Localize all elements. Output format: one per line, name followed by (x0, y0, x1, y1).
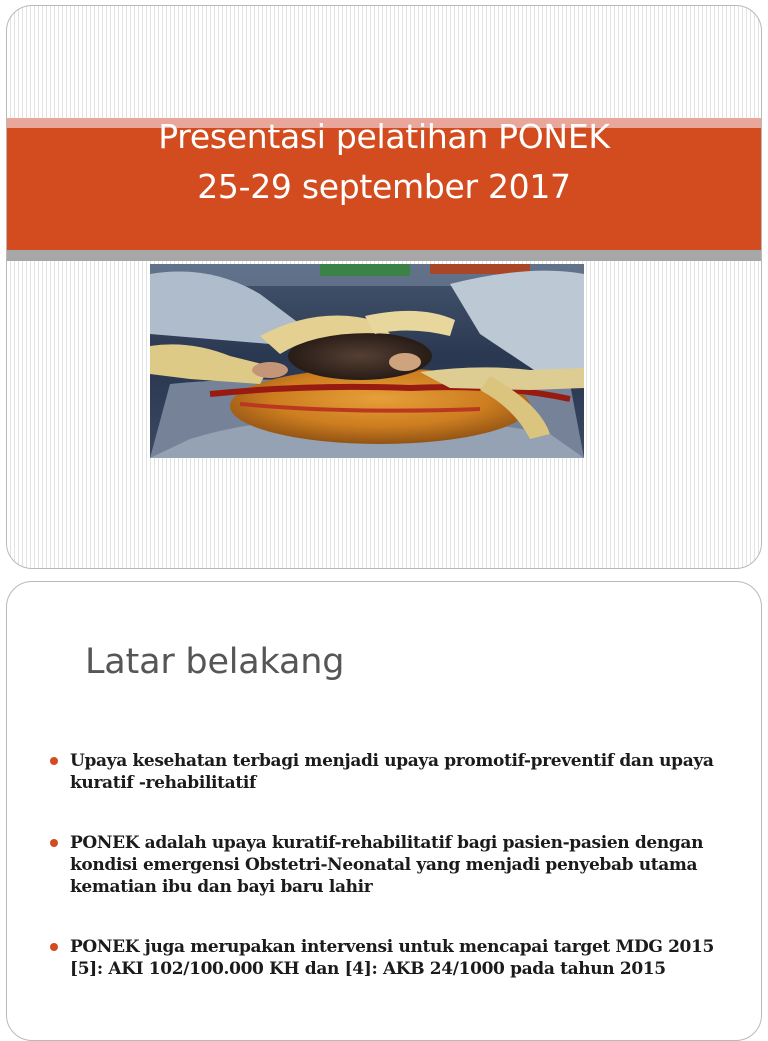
bullet-dot-icon (50, 943, 58, 951)
slide-title (7, 112, 761, 212)
title-band-bottom-strip (7, 250, 761, 261)
background-slide (6, 581, 762, 1041)
slide-heading: Latar belakang (85, 642, 345, 682)
bullet-dot-icon (50, 839, 58, 847)
bullet-item (50, 936, 750, 980)
bullet-item (50, 750, 750, 794)
bullet-item (50, 832, 750, 898)
bullet-dot-icon (50, 757, 58, 765)
bullet-text: PONEK juga merupakan intervensi untuk mencapai target MDG 2015 [5]: AKI 102/100.000 KH dan [4]: AKB 24/1000 pada tahun 2015 (70, 937, 714, 979)
slide-title-line-1: Presentasi pelatihan PONEK (158, 117, 610, 156)
bullet-text: Upaya kesehatan terbagi menjadi upaya promotif-preventif dan upaya kuratif -rehabilitatif (70, 751, 714, 793)
bullet-text: PONEK adalah upaya kuratif-rehabilitatif bagi pasien-pasien dengan kondisi emergensi Obstetri-Neonatal yang menjadi penyebab utama kematian ibu dan bayi baru lahir (70, 833, 704, 897)
title-slide (6, 5, 762, 569)
slide-title-line-2: 25-29 september 2017 (197, 167, 571, 206)
bullet-list (50, 750, 750, 980)
surgery-photo (150, 264, 584, 458)
